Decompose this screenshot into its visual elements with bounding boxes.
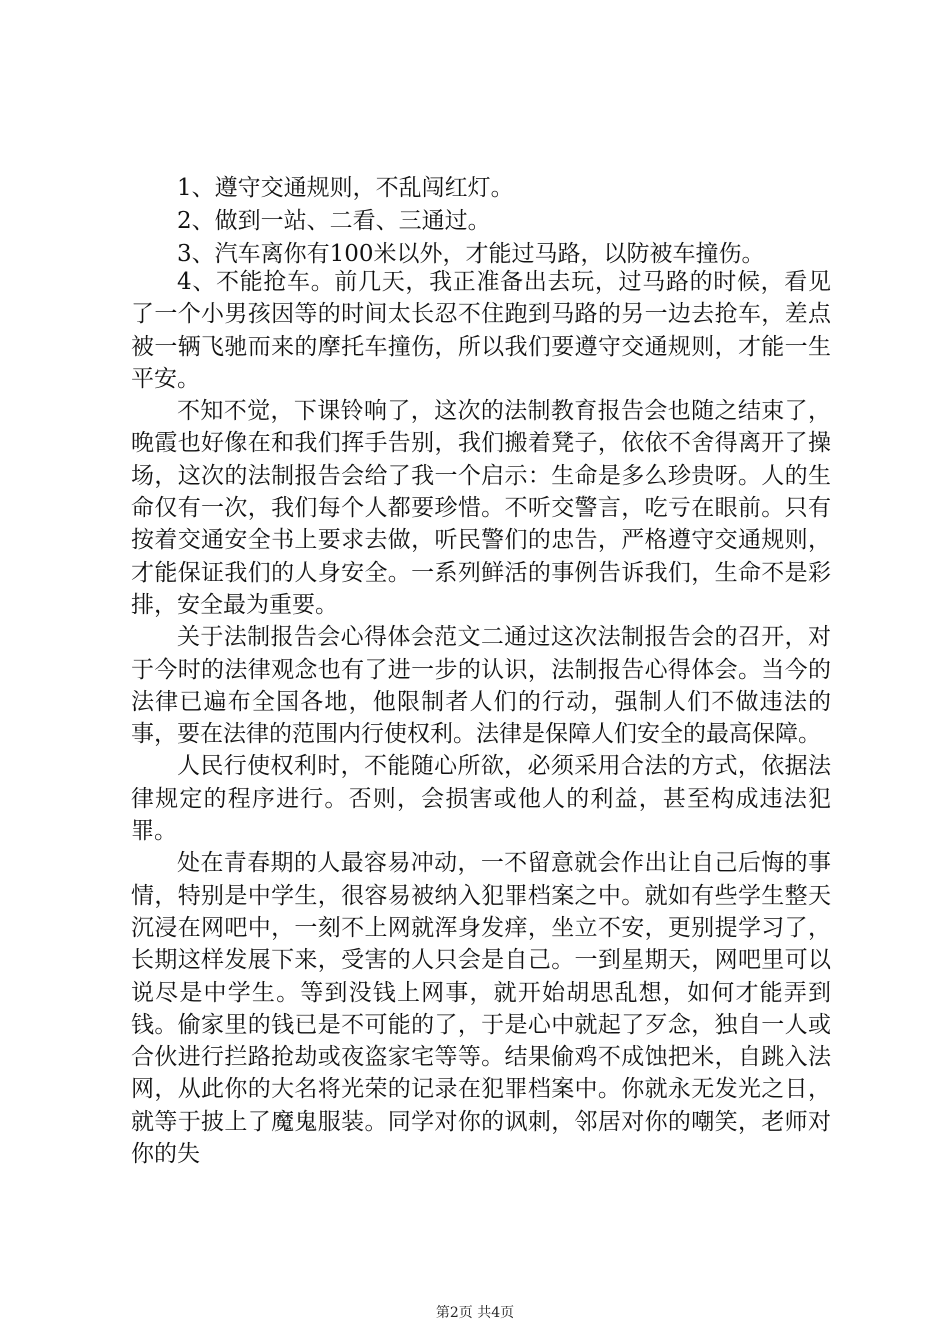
page-number-footer: 第2页 共4页 xyxy=(435,1305,515,1321)
rules-list xyxy=(131,172,831,271)
paragraph: 关于法制报告会心得体会范文二通过这次法制报告会的召开，对于今时的法律观念也有了进一步的认识，法制报告心得体会。当今的法律已遍布全国各地，他限制者人们的行动，强制人们不做违法的事，要在法律的范围内行使权利。法律是保障人们安全的最高保障。 xyxy=(131,624,831,748)
paragraph: 处在青春期的人最容易冲动，一不留意就会作出让自己后悔的事情，特别是中学生，很容易被纳入犯罪档案之中。就如有些学生整天沉浸在网吧中，一刻不上网就浑身发痒，坐立不安，更别提学习了，长期这样发展下来，受害的人只会是自己。一到星期天，网吧里可以说尽是中学生。等到没钱上网事，就开始胡思乱想，如何才能弄到钱。偷家里的钱已是不可能的了，于是心中就起了歹念，独自一人或合伙进行拦路抢劫或夜盗家宅等等。结果偷鸡不成蚀把米，自跳入法网，从此你的大名将光荣的记录在犯罪档案中。你就永无发光之日，就等于披上了魔鬼服装。同学对你的讽刺，邻居对你的嘲笑，老师对你的失 xyxy=(131,850,831,1168)
list-item: 2、做到一站、二看、三通过。 xyxy=(177,208,491,234)
paragraph: 不知不觉，下课铃响了，这次的法制教育报告会也随之结束了，晚霞也好像在和我们挥手告别，我们搬着凳子，依依不舍得离开了操场，这次的法制报告会给了我一个启示：生命是多么珍贵呀。人的生命仅有一次，我们每个人都要珍惜。不听交警言，吃亏在眼前。只有按着交通安全书上要求去做，听民警们的忠告，严格遵守交通规则，才能保证我们的人身安全。一系列鲜活的事例告诉我们，生命不是彩排，安全最为重要。 xyxy=(131,398,831,618)
list-item: 1、遵守交通规则，不乱闯红灯。 xyxy=(177,175,514,201)
list-item: 3、汽车离你有100米以外，才能过马路，以防被车撞伤。 xyxy=(177,241,765,267)
body-text xyxy=(131,266,831,1170)
paragraph: 人民行使权利时，不能随心所欲，必须采用合法的方式，依据法律规定的程序进行。否则，会损害或他人的利益，甚至构成违法犯罪。 xyxy=(131,753,831,845)
paragraph: 4、不能抢车。前几天，我正准备出去玩，过马路的时候，看见了一个小男孩因等的时间太长忍不住跑到马路的另一边去抢车，差点被一辆飞驰而来的摩托车撞伤，所以我们要遵守交通规则，才能一生平安。 xyxy=(131,269,831,392)
